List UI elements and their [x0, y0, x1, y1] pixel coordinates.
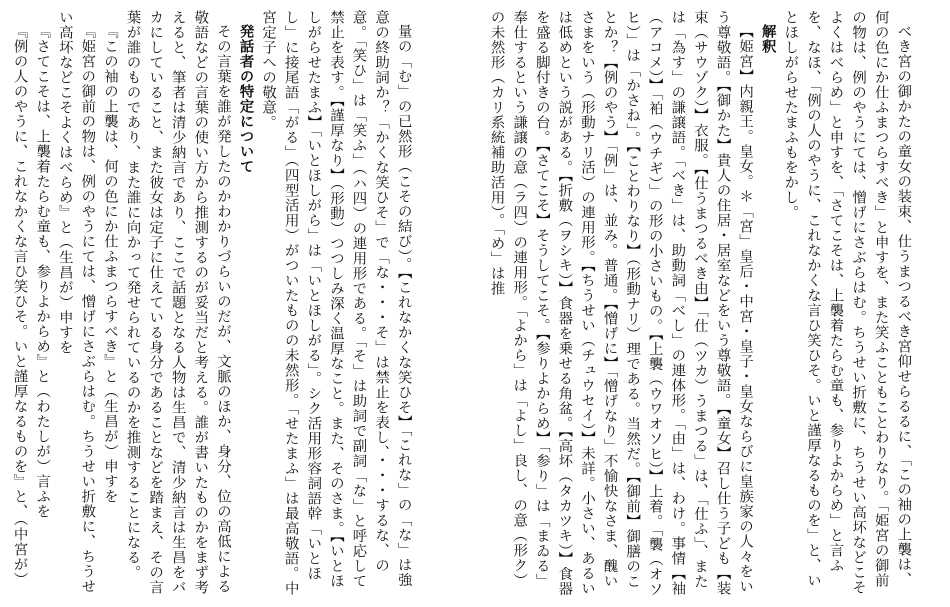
section-heading-interpretation: 解釈 — [759, 24, 777, 55]
quote-line-1: 『この袖の上襲は、何の色にか仕ふまつらすべき』と（生昌が）申すを — [101, 24, 118, 505]
section-heading-speaker: 発話者の特定について — [237, 24, 255, 175]
left-half — [8, 10, 465, 599]
right-half — [485, 10, 942, 599]
quote-line-3: 『さてこそは、上襲着たらむ童も、参りよからめ』と（わたしが）言ふを — [34, 24, 51, 520]
glossary-continuation: 量の「む」の已然形（こその結び）。【これなかくな笑ひそ】「これな」の「な」は強意の終助詞か？「かくな笑ひそ」で「な・・・そ」は禁止を表し、・・・するな、の意。「笑ひ」は「笑ふ」（ハ四）の連用形である。「そ」は助詞で副詞「な」と呼応して禁止を表す。【謹厚なり】（形動）つつしみ深く温厚なこと。また、そのさま。【いとほしがらせたまふ】「いとほしがら」は「いとほしがる」。シク活用形容詞語幹「いとほし」に接尾語「がる」（四型活用）がついたものの未然形。「せたまふ」は最高敬語。中宮定子への敬意。 — [260, 10, 412, 596]
quote-line-4: 『例の人のやうに、これなかくな言ひ笑ひそ。いと謹厚なるものを』と、（中宮が） — [11, 24, 28, 588]
original-text: べき宮の御かたの童女の装束、仕うまつるべき宮仰せらるるに、「この袖の上襲は、何の色にか仕ふまつらすべき」と申すを、また笑ふこともことわりなり。「姫宮の御前の物は、例のやうにては、憎げにさぶらはむ。ちうせい折敷に、ちうせい高坏などこそよくはべらめ」と申すを、「さてこそは、上襲着たらむ童も、参りよからめ」と言ふを、なほ、「例の人のやうに、これなかくな言ひ笑ひそ。いと謹厚なるものを」と、いとほしがらせたまふもをかし。 — [782, 10, 912, 595]
quote-line-2: 『姫宮の御前の物は、例のやうにては、憎げにさぶらはむ。ちうせい折敷に、ちうせい高坏などこそよくはべらめ』と（生昌が）申すを — [56, 10, 96, 595]
speaker-discussion: その言葉を誰が発したのかわかりづらいのだが、文脈のほか、身分、位の高低による敬語などの言葉の使い方から推測するのが妥当だと考える。誰が書いたものかをまず考えると、筆者は清少納言であり、ここで話題となる人物は生昌で、清少納言は生昌をバカにしていること、また彼女は定子に仕えている身分であることなどを踏まえ、その言葉が誰のものであり、また誰に向かって発せられているのかを推測することになる。 — [124, 10, 231, 595]
left-column-text — [8, 10, 415, 599]
glossary-text: 【姫宮】内親王。皇女。＊「宮」皇后・中宮・皇子・皇女ならびに皇族家の人々をいう尊敬語。【御かた】貴人の住居・居室などをいう尊敬語。【童女】召し仕う子ども【装束（サウゾク）】衣服。【仕うまつるべき由】「仕（ツカ）うまつる」は、「仕ふ」、また は「為す」の謙譲語。「べき」は、助動詞「べし」の連体形。「由」は、わけ。事情【袖（アコメ）】「袙（ウチギ）」の形の小さいもの。【上襲（ウワオソヒ）】上着。「襲（オソヒ）」は「かさね」。【ことわりなり】（形動ナリ）理である。当然だ。【御前】御膳のことか？【例のやう】「例」は、並み。普通。【憎げに】「憎げなり」不愉快なさま、醜いさまをいう（形動ナリ活）の連用形。【ちうせい（チュウセイ）】未詳。小さい、あるいは低めという説がある。【折敷（ヲシキ）】食器を乗せる角盆。【高坏（タカツキ）】食器を盛る脚付きの台。【さてこそ】そうしてこそ。【参りよからめ】「参り」は「まゐる」奉仕するという謙譲の意（ラ四）の連用形。「よから」は「よし」良し、の意（形ク）の未然形（カリ系統補助活用）。「め」は推 — [488, 10, 754, 597]
right-column-text — [485, 10, 914, 599]
